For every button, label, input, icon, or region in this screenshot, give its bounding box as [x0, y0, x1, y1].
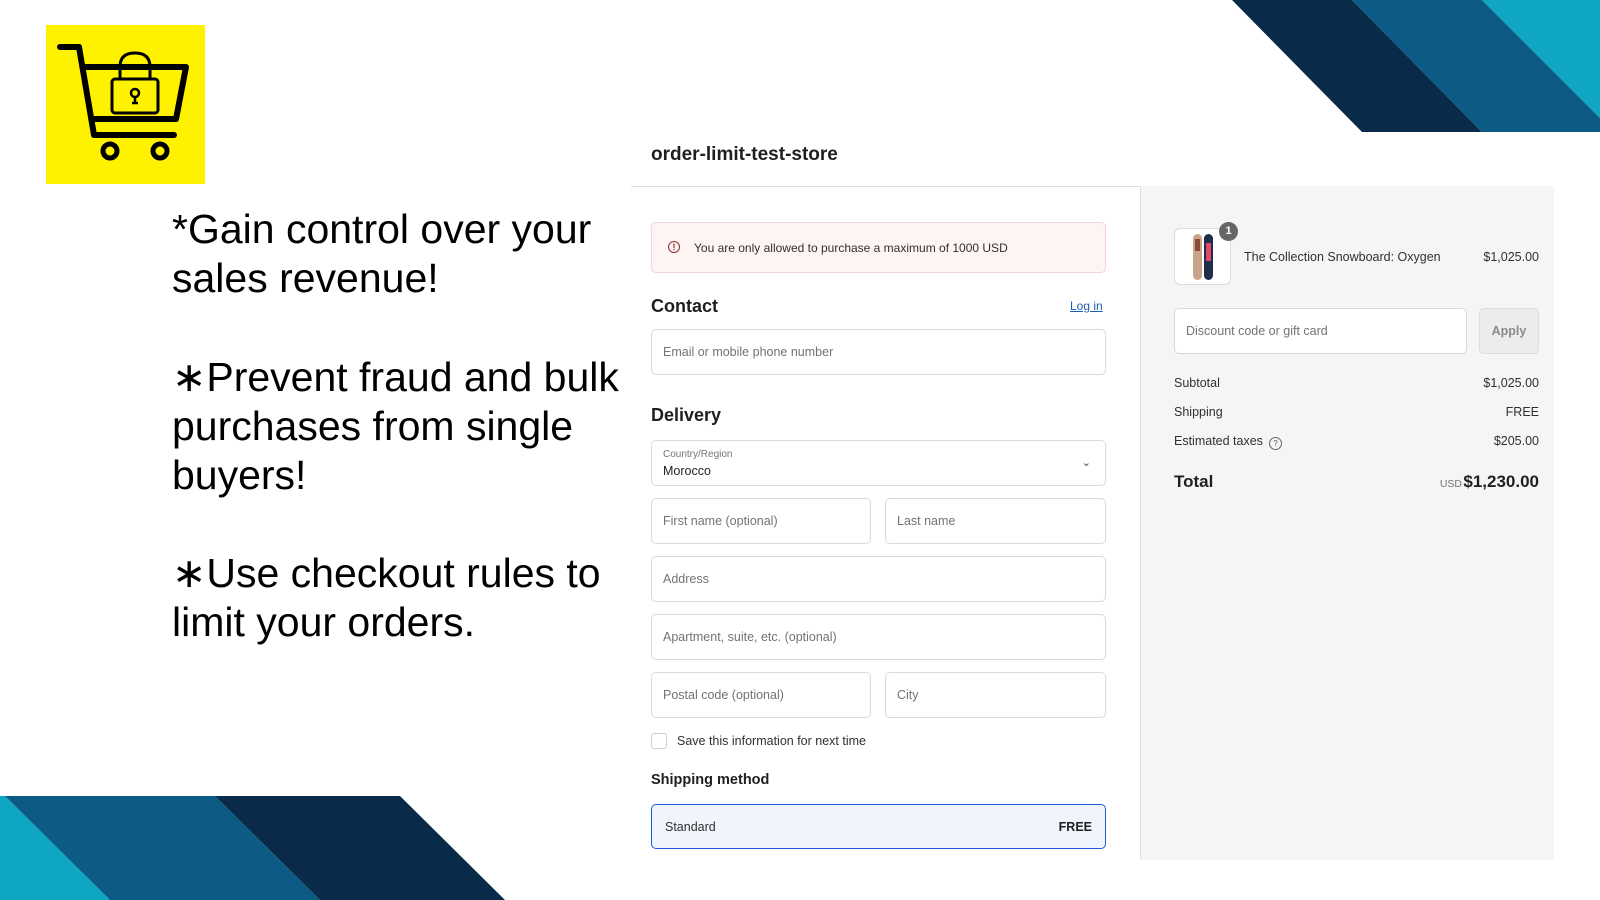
apartment-input[interactable]	[651, 614, 1106, 660]
shipping-option-price: FREE	[1058, 820, 1092, 834]
shipping-value: FREE	[1505, 405, 1539, 419]
delivery-title: Delivery	[651, 405, 722, 425]
postal-code-input[interactable]	[651, 672, 871, 718]
last-name-placeholder: Last name	[897, 514, 956, 528]
alert-message: You are only allowed to purchase a maximum of 1000 USD	[694, 241, 1008, 255]
subtotal-label: Subtotal	[1174, 376, 1220, 390]
marketing-bullet-fraud: ∗Prevent fraud and bulk purchases from single buyers!	[172, 354, 619, 498]
shipping-option-name: Standard	[665, 820, 716, 834]
subtotal-value: $1,025.00	[1483, 376, 1539, 390]
country-select[interactable]	[651, 440, 1106, 486]
email-placeholder: Email or mobile phone number	[663, 345, 834, 359]
info-icon[interactable]: ?	[1269, 437, 1282, 450]
shopping-cart-lock-icon	[46, 25, 205, 184]
estimated-taxes-label: Estimated taxes	[1174, 434, 1263, 448]
first-name-input[interactable]	[651, 498, 871, 544]
estimated-taxes-value: $205.00	[1493, 434, 1539, 448]
first-name-placeholder: First name (optional)	[663, 514, 778, 528]
country-value: Morocco	[663, 464, 711, 478]
store-name: order-limit-test-store	[651, 144, 838, 165]
total-label: Total	[1174, 472, 1214, 491]
chevron-down-icon: ⌄	[1081, 457, 1091, 469]
apartment-placeholder: Apartment, suite, etc. (optional)	[663, 630, 837, 644]
apply-discount-button[interactable]: Apply	[1479, 308, 1539, 354]
address-placeholder: Address	[663, 572, 709, 586]
last-name-input[interactable]	[885, 498, 1106, 544]
log-in-link[interactable]: Log in	[1070, 299, 1103, 313]
header-divider	[631, 186, 1140, 187]
top-right-decoration	[1232, 0, 1600, 132]
marketing-bullet-revenue: *Gain control over your sales revenue!	[172, 206, 592, 301]
city-input[interactable]	[885, 672, 1106, 718]
shipping-method-title: Shipping method	[651, 772, 770, 788]
order-limit-alert	[651, 222, 1106, 273]
total-currency: USD	[1439, 478, 1462, 490]
save-info-label: Save this information for next time	[677, 734, 866, 748]
address-input[interactable]	[651, 556, 1106, 602]
contact-title: Contact	[651, 296, 718, 316]
discount-placeholder: Discount code or gift card	[1186, 324, 1328, 338]
country-label: Country/Region	[663, 449, 733, 460]
alert-circle-icon: !	[668, 241, 680, 253]
order-summary-panel	[1140, 186, 1554, 860]
shipping-label: Shipping	[1174, 405, 1223, 419]
save-info-checkbox[interactable]	[651, 733, 667, 749]
marketing-bullet-rules: ∗Use checkout rules to limit your orders.	[172, 550, 601, 645]
quantity-badge: 1	[1219, 222, 1238, 241]
app-logo	[46, 25, 205, 184]
product-name: The Collection Snowboard: Oxygen	[1244, 250, 1441, 264]
product-price: $1,025.00	[1483, 250, 1539, 264]
email-input[interactable]	[651, 329, 1106, 375]
city-placeholder: City	[897, 688, 919, 702]
shipping-option-standard[interactable]	[651, 804, 1106, 849]
bottom-left-decoration	[0, 796, 505, 900]
estimated-taxes-row	[1174, 434, 1282, 450]
postal-code-placeholder: Postal code (optional)	[663, 688, 784, 702]
discount-code-input[interactable]	[1174, 308, 1467, 354]
total-value: $1,230.00	[1463, 472, 1539, 491]
